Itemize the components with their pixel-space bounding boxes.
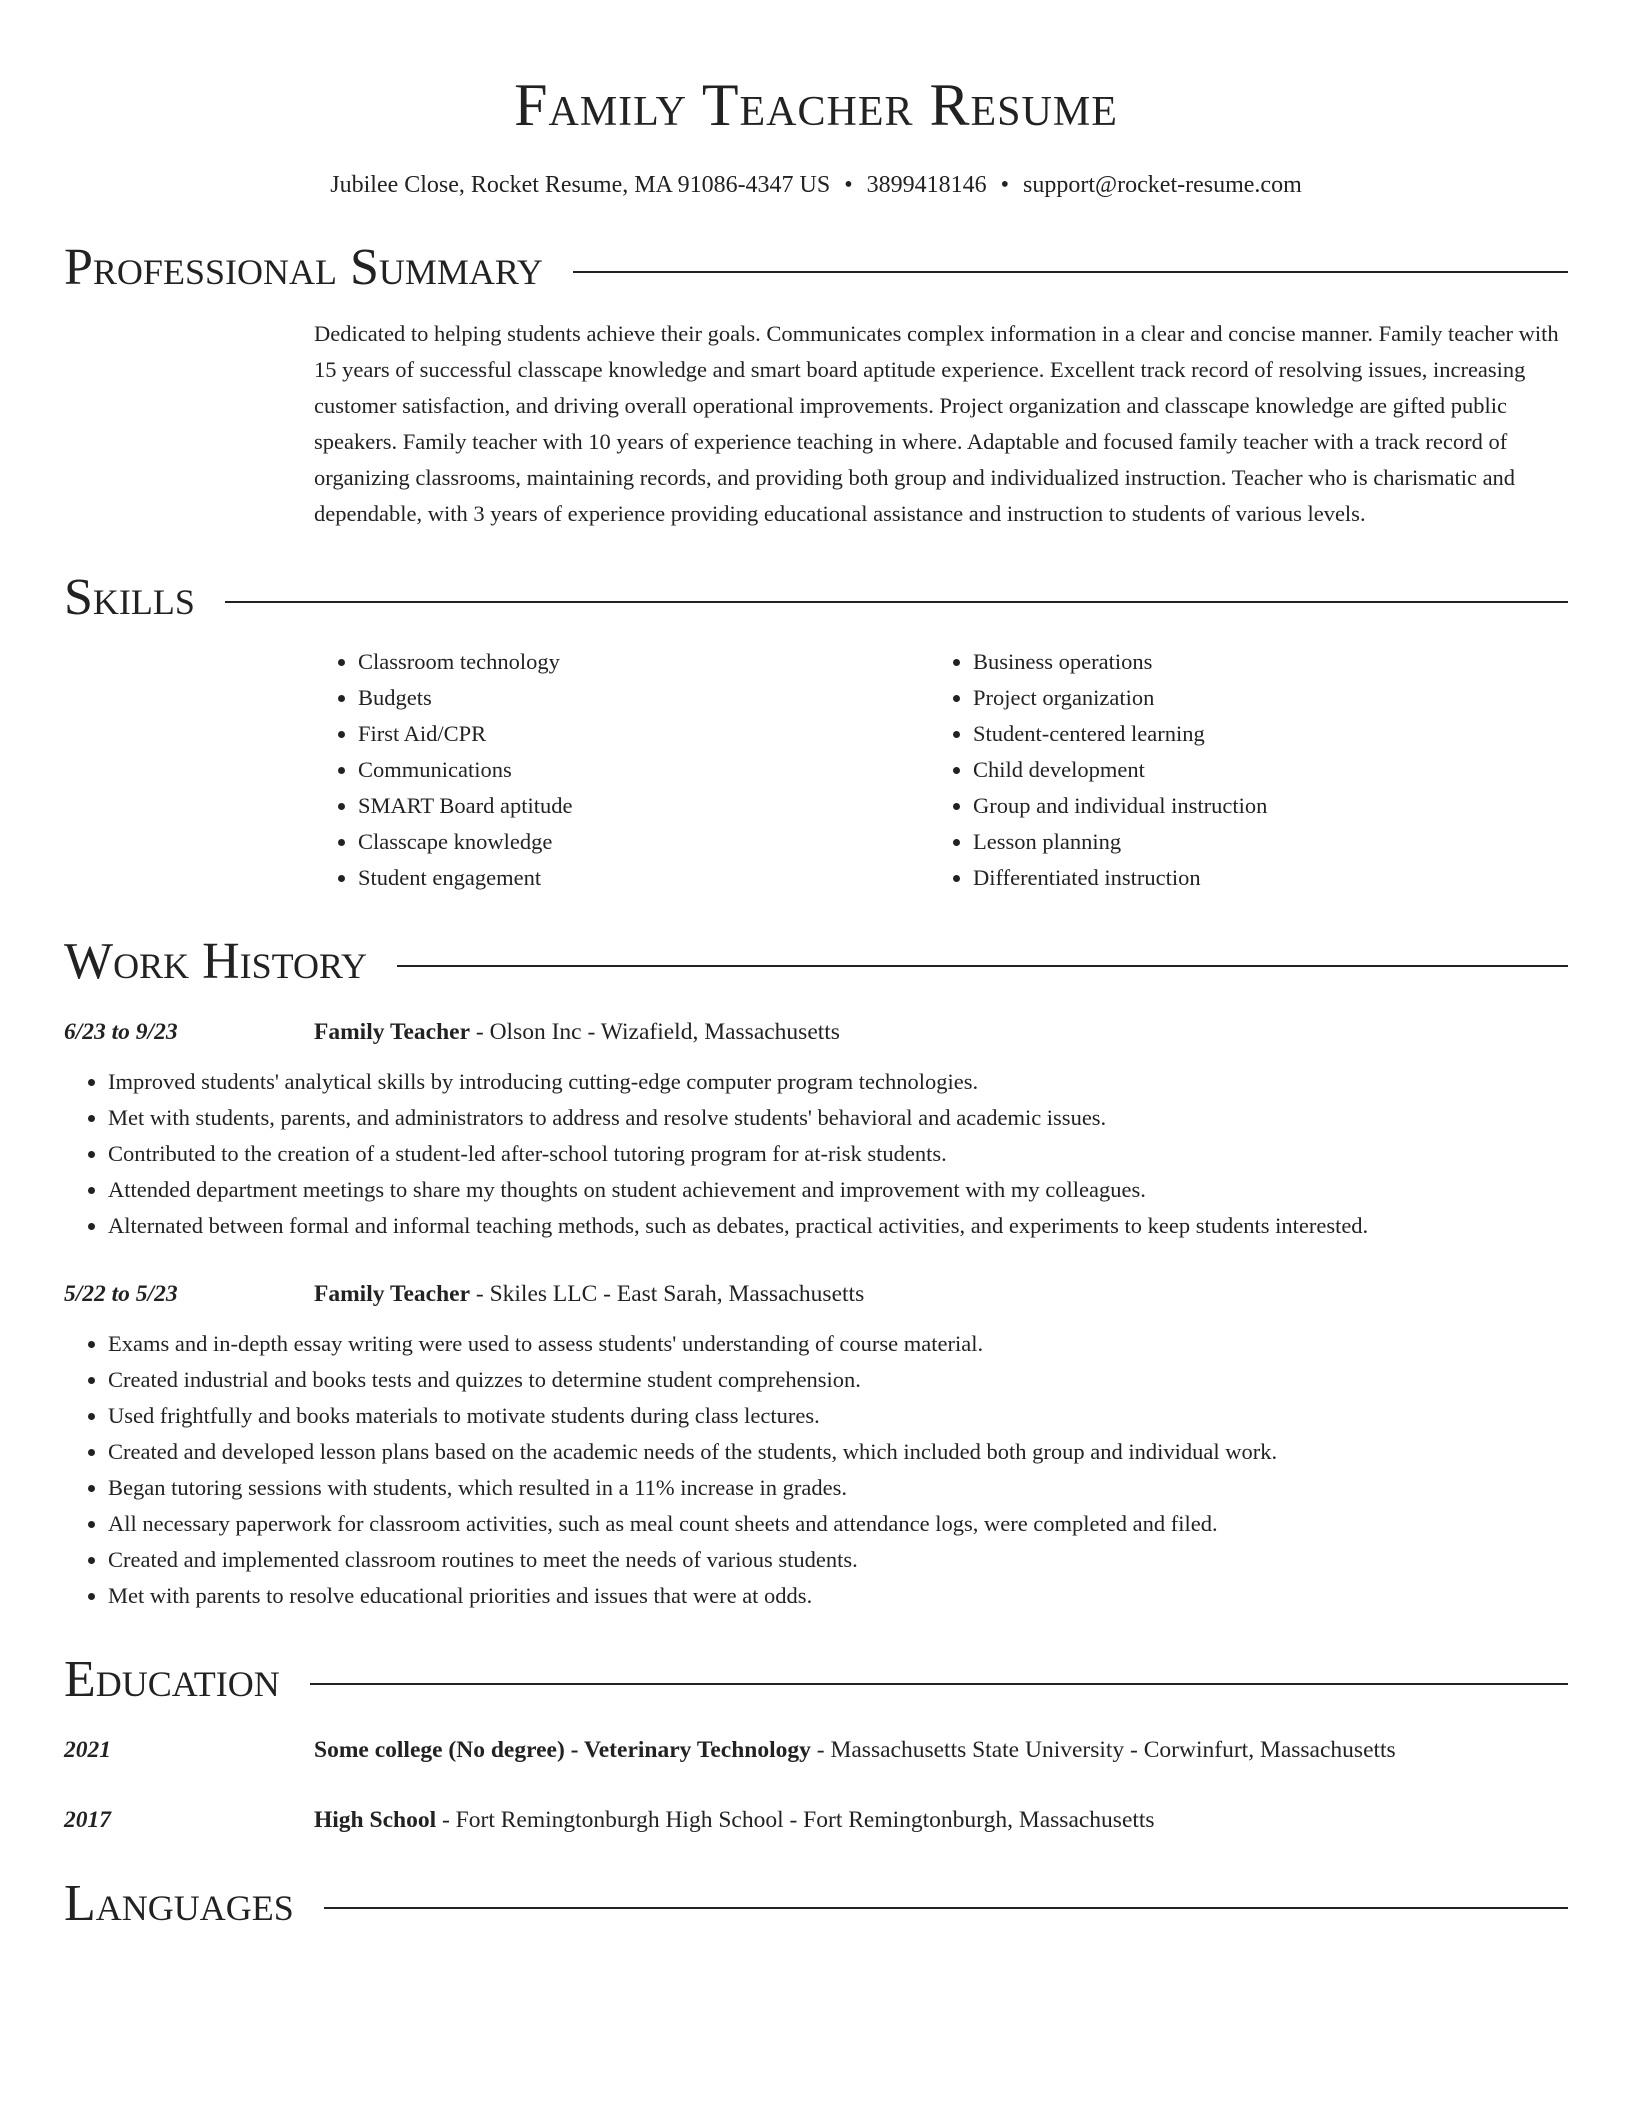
job-bullet: • Created and implemented classroom routines to meet the needs of various students.: [108, 1542, 1568, 1578]
job-bullet: • Improved students' analytical skills by introducing cutting-edge computer program technologies.: [108, 1064, 1568, 1100]
job-dates: 6/23 to 9/23: [64, 1019, 178, 1045]
languages-heading: Languages: [64, 1875, 294, 1932]
summary-text: Dedicated to helping students achieve their goals. Communicates complex information in a clear and concise manner. Family teacher with 15 years of successful classcape knowledge and smart board aptitude experience. Excellent track record of resolving issues, increasing customer satisfaction, and driving overall operational improvements. Project organization and classcape knowledge are gifted public speakers. Family teacher with 10 years of experience teaching in where. Adaptable and focused family teacher with a track record of organizing classrooms, maintaining records, and providing both group and individualized instruction. Teacher who is charismatic and dependable, with 3 years of experience providing educational assistance and instruction to students of various levels.: [314, 321, 1559, 526]
job-details: - Skiles LLC - East Sarah, Massachusetts: [470, 1281, 865, 1307]
job-header: [64, 1276, 1568, 1312]
skills-section-header: [64, 566, 1568, 630]
education-section-header: [64, 1648, 1568, 1712]
job-header: [64, 1014, 1568, 1050]
job-bullet: • Used frightfully and books materials to motivate students during class lectures.: [108, 1398, 1568, 1434]
skill-item: • Classroom technology: [358, 644, 929, 680]
education-summary: [314, 1802, 1155, 1838]
education-degree: High School: [314, 1807, 437, 1833]
education-degree: Some college (No degree) - Veterinary Technology: [314, 1737, 811, 1763]
job-bullet: • All necessary paperwork for classroom activities, such as meal count sheets and attendance logs, were completed and filed.: [108, 1506, 1568, 1542]
contact-address: Jubilee Close, Rocket Resume, MA 91086-4347 US: [330, 172, 831, 198]
job-bullet: • Began tutoring sessions with students, which resulted in a 11% increase in grades.: [108, 1470, 1568, 1506]
job-bullet: • Attended department meetings to share my thoughts on student achievement and improvement with my colleagues.: [108, 1172, 1568, 1208]
job-bullet: • Met with students, parents, and administrators to address and resolve students' behavioral and academic issues.: [108, 1100, 1568, 1136]
job-dates: 5/22 to 5/23: [64, 1281, 178, 1307]
skill-item: • Budgets: [358, 680, 929, 716]
job-entry: [64, 1276, 1568, 1614]
education-summary: [314, 1732, 1396, 1768]
summary-section-header: [64, 236, 1568, 300]
resume-title: Family Teacher Resume: [514, 72, 1118, 138]
section-divider: [324, 1907, 1568, 1909]
skill-item: • Child development: [973, 752, 1544, 788]
skills-heading: Skills: [64, 569, 195, 626]
contact-separator: •: [844, 172, 853, 198]
contact-separator: •: [1000, 172, 1010, 198]
section-divider: [310, 1683, 1568, 1685]
job-bullets: [64, 1064, 1568, 1244]
skill-item: • Lesson planning: [973, 824, 1544, 860]
job-bullet: • Contributed to the creation of a student-led after-school tutoring program for at-risk students.: [108, 1136, 1568, 1172]
job-title: Family Teacher: [314, 1281, 470, 1307]
section-divider: [225, 601, 1568, 603]
job-bullets: [64, 1326, 1568, 1614]
skill-item: • Communications: [358, 752, 929, 788]
job-bullet: • Met with parents to resolve educational priorities and issues that were at odds.: [108, 1578, 1568, 1614]
job-summary: [314, 1014, 840, 1050]
contact-email: support@rocket-resume.com: [1023, 172, 1302, 198]
summary-heading: Professional Summary: [64, 239, 543, 296]
contact-phone: 3899418146: [866, 172, 987, 198]
skills-list: [314, 644, 1568, 896]
section-divider: [573, 271, 1568, 273]
education-entry: [64, 1802, 1568, 1838]
skill-item: • First Aid/CPR: [358, 716, 929, 752]
skill-item: • Group and individual instruction: [973, 788, 1544, 824]
skill-item: • Differentiated instruction: [973, 860, 1544, 896]
contact-line: [64, 168, 1568, 202]
job-title: Family Teacher: [314, 1019, 470, 1045]
education-year: 2017: [64, 1807, 111, 1833]
education-details: - Fort Remingtonburgh High School - Fort Remingtonburgh, Massachusetts: [436, 1807, 1155, 1833]
education-year: 2021: [64, 1737, 111, 1763]
job-bullet: • Created and developed lesson plans based on the academic needs of the students, which included both group and individual work.: [108, 1434, 1568, 1470]
skills-column-right: [929, 644, 1544, 896]
skills-column-left: [314, 644, 929, 896]
job-bullet: • Alternated between formal and informal teaching methods, such as debates, practical activities, and experiments to keep students interested.: [108, 1208, 1568, 1244]
skill-item: • SMART Board aptitude: [358, 788, 929, 824]
education-heading: Education: [64, 1651, 280, 1708]
work-heading: Work History: [64, 933, 368, 990]
skill-item: • Business operations: [973, 644, 1544, 680]
skill-item: • Project organization: [973, 680, 1544, 716]
job-details: - Olson Inc - Wizafield, Massachusetts: [470, 1019, 840, 1045]
job-entry: [64, 1014, 1568, 1244]
skill-item: • Classcape knowledge: [358, 824, 929, 860]
skill-item: • Student engagement: [358, 860, 929, 896]
job-summary: [314, 1276, 864, 1312]
job-bullet: • Created industrial and books tests and quizzes to determine student comprehension.: [108, 1362, 1568, 1398]
work-section-header: [64, 930, 1568, 994]
education-entry: [64, 1732, 1568, 1768]
languages-section-header: [64, 1872, 1568, 1936]
education-details: - Massachusetts State University - Corwinfurt, Massachusetts: [810, 1737, 1396, 1763]
job-bullet: • Exams and in-depth essay writing were used to assess students' understanding of course material.: [108, 1326, 1568, 1362]
resume-page: [64, 0, 1568, 1936]
skill-item: • Student-centered learning: [973, 716, 1544, 752]
section-divider: [397, 965, 1568, 967]
